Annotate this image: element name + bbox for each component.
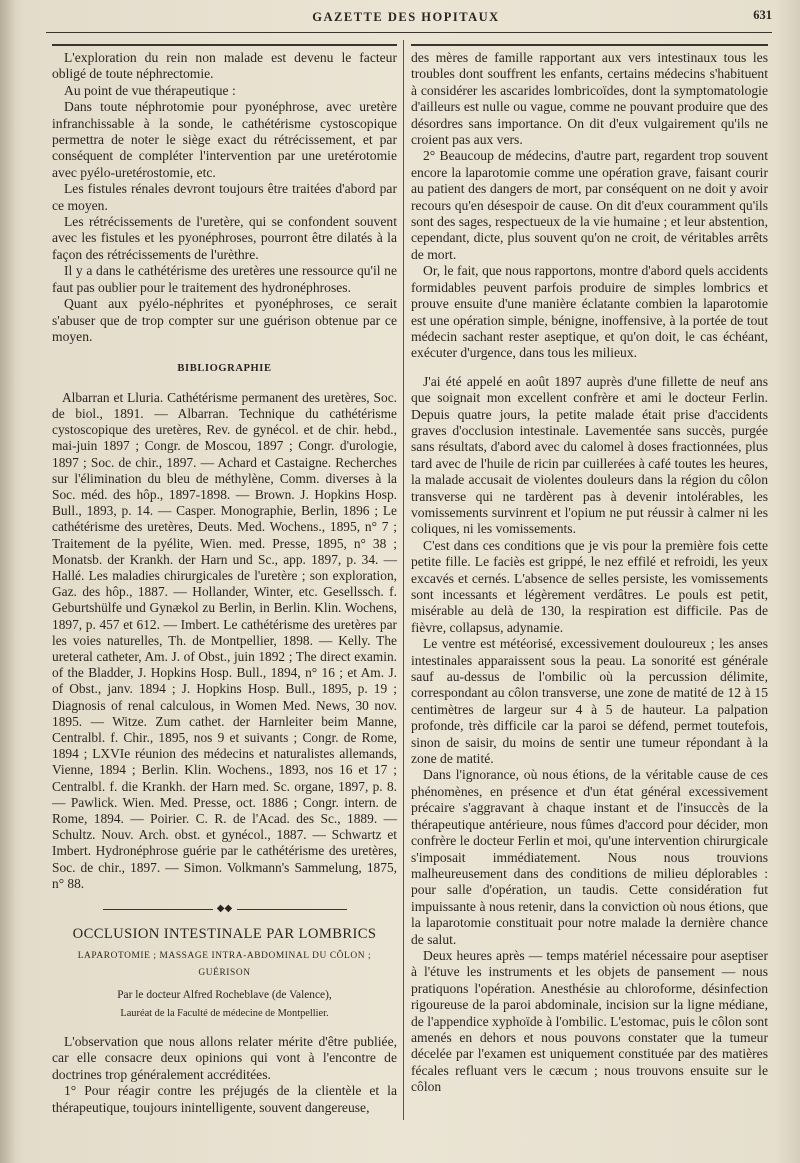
- divider-line: [237, 909, 347, 910]
- article-title: OCCLUSION INTESTINALE PAR LOMBRICS: [72, 926, 377, 943]
- paragraph: Deux heures après — temps matériel nécessaire pour aseptiser à l'étuve les instruments et les objets de pansement — nous pratiquons l'opération. Anesthésie au chloroforme, désinfection rigoureuse de la paroi abdominale, incision sur la ligne médiane, de l'appendice xyphoïde à l'ombilic. L'estomac, puis le côlon sont amenés en dehors et nous pouvons constater que la tumeur décelée par l'examen est uniquement constituée par des matières fécales refluant vers le cæcum ; nous trouvons ensuite sur le côlon: [411, 947, 768, 1095]
- article-subtitle: LAPAROTOMIE ; MASSAGE INTRA-ABDOMINAL DU CÔLON ; GUÉRISON: [77, 951, 372, 978]
- right-column: [411, 42, 768, 1096]
- running-title: GAZETTE DES HOPITAUX: [312, 10, 500, 24]
- paragraph: J'ai été appelé en août 1897 auprès d'une fillette de neuf ans que soignait mon excellent confrère et ami le docteur Ferlin. Depuis quatre jours, la petite malade était prise d'accidents graves d'occlusion intestinale. Lavementée sans succès, purgée sans résultats, d'abord avec du calomel à doses fractionnées, plus tard avec de l'huile de ricin par cuillerées à café toutes les heures, la malade accusait de violentes douleurs dans la région du côlon transverse qui ne tardèrent pas à devenir intolérables, les vomissements survinrent et l'opium ne put réussir à calmer ni les coliques, ni les vomissements.: [411, 373, 768, 537]
- divider-ornament-icon: ◆◆: [216, 903, 233, 915]
- paragraph: 2° Beaucoup de médecins, d'autre part, regardent trop souvent encore la laparotomie comme une opération grave, faisant courir au patient des dangers de mort, par conséquent on ne doit y avoir recours qu'en désespoir de cause. On dit d'eux couramment qu'ils sont des sages, respectueux de la vie humaine ; et leur abstention, cependant, dicte, plus souvent qu'on ne croit, de véritables arrêts de mort.: [411, 148, 768, 262]
- paragraph: Le ventre est météorisé, excessivement douloureux ; les anses intestinales apparaissent sous la peau. La sonorité est générale sauf au-dessus de l'ombilic où la percussion délimite, correspondant au côlon transverse, une zone de matité de 12 à 15 centimètres de largeur sur 4 à 5 de hauteur. La palpation profonde, très difficile car la paroi se défend, permet toutefois, sinon de saisir, du moins de sentir une tumeur répondant à la zone de matité.: [411, 636, 768, 767]
- paragraph: Au point de vue thérapeutique :: [64, 82, 236, 98]
- page-number: 631: [753, 8, 772, 22]
- paragraph: Les rétrécissements de l'uretère, qui se confondent souvent avec les fistules et les pyonéphroses, pourront être dilatés à la façon des rétrécissements de l'urèthre.: [52, 214, 397, 262]
- divider-line: [103, 909, 213, 910]
- paragraph: Quant aux pyélo-néphrites et pyonéphroses, ce serait s'abuser que de trop compter sur une guérison obtenue par ce moyen.: [52, 296, 397, 344]
- section-rule: [52, 44, 397, 46]
- left-column: [52, 42, 397, 1116]
- paragraph-gap: [411, 362, 768, 374]
- bibliography-heading: BIBLIOGRAPHIE: [177, 363, 272, 375]
- article-paragraph: 1° Pour réagir contre les préjugés de la clientèle et la thérapeutique, toujours inintelligente, souvent dangereuse,: [52, 1083, 397, 1115]
- page-binding-edge: [0, 0, 14, 1163]
- paragraph: Dans l'ignorance, où nous étions, de la véritable cause de ces phénomènes, en présence et d'un état général excessivement précaire s'aggravant à chaque instant et de l'insuccès de la thérapeutique antérieure, nous fûmes d'accord pour décider, mon confrère le docteur Ferlin et moi, qu'une intervention chirurgicale s'imposait immédiatement. Nous nous trouvions malheureusement dans des conditions de milieu déplorables : pour salle d'opération, un taudis. Cette considération fut impuissante à nous retenir, dans la conviction où nous étions, que la laparotomie constituait pour notre malade la dernière chance de salut.: [411, 767, 768, 947]
- article-affiliation: Lauréat de la Faculté de médecine de Montpellier.: [120, 1007, 329, 1019]
- article-paragraph: L'observation que nous allons relater mérite d'être publiée, car elle consacre deux opinions qui vont à l'encontre de doctrines trop généralement accréditées.: [52, 1034, 397, 1082]
- paragraph: C'est dans ces conditions que je vis pour la première fois cette petite fille. Le faciès est grippé, le nez effilé et refroidi, les yeux excavés et cernés. L'absence de selles persiste, les vomissements sont incessants et légèrement verdâtres. Le pouls est petit, misérable au delà de 130, la respiration est difficile. Pas de fièvre, collapsus, adynamie.: [411, 537, 768, 635]
- paragraph: des mères de famille rapportant aux vers intestinaux tous les troubles dont souffrent les enfants, certains médecins s'habituent à considérer les ascarides lombricoïdes, dont la symptomatologie d'ailleurs est nulle ou vague, comme ne pouvant produire que des désordres sans importance. On dit d'eux vulgairement qu'ils ne croient pas aux vers.: [411, 50, 768, 148]
- running-header: [40, 6, 772, 30]
- section-rule: [411, 44, 768, 46]
- header-rule: [46, 32, 772, 33]
- paragraph: Dans toute néphrotomie pour pyonéphrose, avec uretère infranchissable à la sonde, le cathétérisme cystoscopique permettra de noter le siège exact du rétrécissement, et par conséquent de compléter l'intervention par une uretérotomie avec pyélo-uretérostomie, etc.: [52, 99, 397, 180]
- paragraph: Il y a dans le cathétérisme des uretères une ressource qu'il ne faut pas oublier pour le traitement des hydronéphroses.: [52, 263, 397, 295]
- column-separator: [403, 40, 404, 1120]
- section-divider: [52, 904, 397, 914]
- paragraph: Les fistules rénales devront toujours être traitées d'abord par ce moyen.: [52, 181, 397, 213]
- paragraph: L'exploration du rein non malade est devenu le facteur obligé de toute néphrectomie.: [52, 50, 397, 82]
- article-author: Par le docteur Alfred Rocheblave (de Valence),: [117, 989, 332, 1002]
- bibliography-text: Albarran et Lluria. Cathétérisme permanent des uretères, Soc. de biol., 1891. — Albarran. Technique du cathétérisme cystoscopique des uretères, Rev. de gynécol. et de chir. hebd., mai-juin 1897 ; Congr. de Moscou, 1897 ; Congr. d'urologie, 1897 ; Soc. de chir., 1897. — Achard et Castaigne. Recherches sur l'élimination du bleu de méthylène, Comm. diverses à la Soc. méd. des hôp., 1897-1898. — Brown. J. Hopkins Hosp. Bull., 1893, p. 14. — Casper. Monographie, Berlin, 1896 ; Le cathétérisme des uretères, Deuts. Med. Wochens., 1895, n° 7 ; Traitement de la pyélite, Wien. med. Presse, 1895, n° 38 ; Monatsb. der Krankh. der Harn und Sc., app. 1897, p. 34. — Hallé. Les maladies chirurgicales de l'uretère ; son exploration, Gaz. des hôp., 1887. — Hollander, Winter, etc. Gesellssch. f. Geburtshülfe und Gynækol zu Berlin, in Berlin. Klin. Wochens, 1897, p. 457 et 612. — Imbert. Le cathétérisme des uretères par les voies naturelles, Th. de Montpellier, 1898. — Kelly. The ureteral catheter, Am. J. of Obst., juin 1892 ; The direct examin. of the Bladder, J. Hopkins Hosp. Bull., 1894, n° 16 ; et Am. J. of Obst., janv. 1894 ; J. Hopkins Hosp. Bull., 1895, p. 19 ; Diagnosis of renal calculous, in Women Med. News, 30 nov. 1895. — Witze. Zum cathet. der Harnleiter beim Manne, Centralbl. f. Chir., 1895, nos 9 et suivants ; Congr. de Rome, 1894 ; LXVIe réunion des médecins et naturalistes allemands, Vienne, 1894 ; Berlin. Klin. Wochens., 1893, nos 16 et 17 ; Centralbl. f. die Krankh. der Harn med. Sc. organe, 1897, p. 8. — Pawlick. Wien. Med. Presse, oct. 1886 ; Congr. intern. de Rome, 1894. — Poirier. C. R. de l'Acad. des Sc., 1889. — Schultz. Nouv. Arch. obst. et gynécol., 1887. — Schwartz et Imbert. Hydronéphrose guérie par le cathétérisme des uretères, Soc. de chir., 1897. — Simon. Volkmann's Sammelung, 1875, n° 88.: [52, 389, 397, 891]
- paragraph: Or, le fait, que nous rapportons, montre d'abord quels accidents formidables peuvent parfois produire de simples lombrics et prouve ensuite d'une manière éclatante combien la laparotomie est une opération simple, bénigne, inoffensive, à la portée de tout médecin sachant rester aseptique, et qu'on doit, le cas échéant, exécuter d'urgence, dans tous les milieux.: [411, 263, 768, 361]
